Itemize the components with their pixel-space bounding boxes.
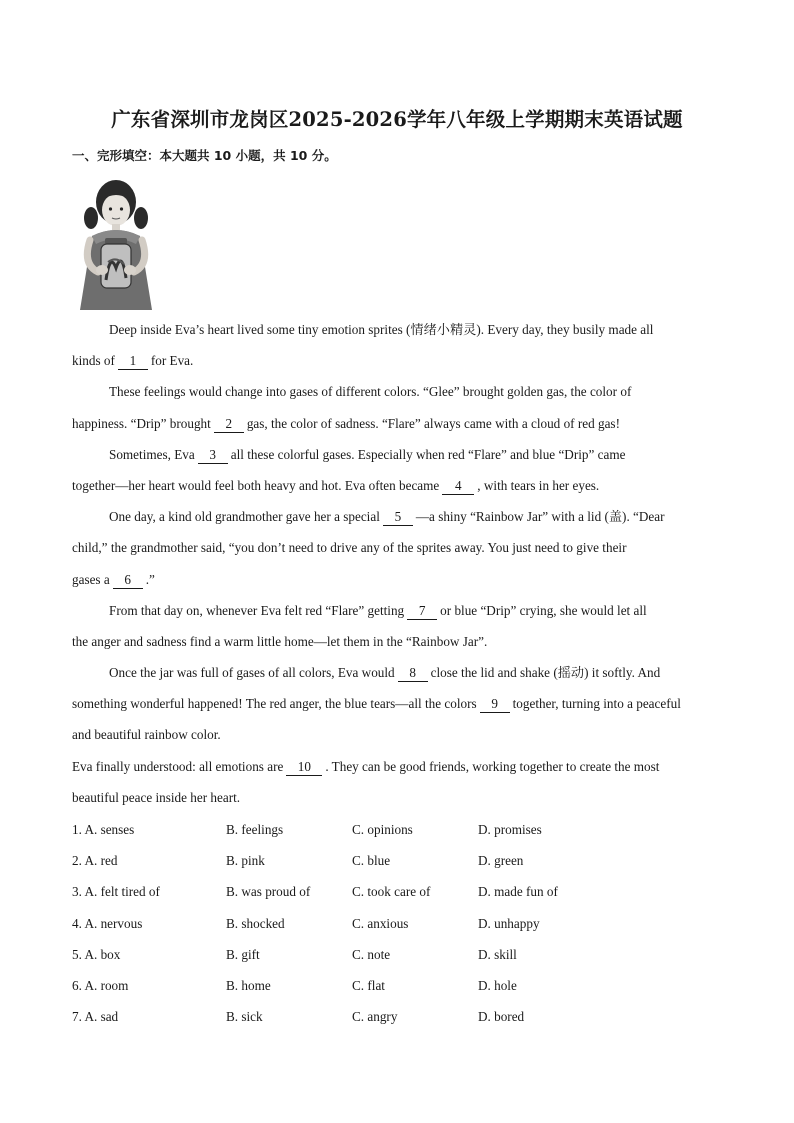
option-b[interactable]: B. pink xyxy=(226,853,265,869)
option-a[interactable]: 3. A. felt tired of xyxy=(72,884,160,900)
question-row xyxy=(72,974,724,1005)
option-c[interactable]: C. note xyxy=(352,946,391,962)
question-row xyxy=(72,1005,724,1036)
section-heading: 一、完形填空：本大题共 10 小题，共 10 分。 xyxy=(72,148,337,163)
passage-line: child,” the grandmother said, “you don’t need to drive any of the sprites away. You just need to give their xyxy=(72,540,627,556)
passage-line: together—her heart would feel both heavy and hot. Eva often became 4 , with tears in her eyes. xyxy=(72,477,600,493)
option-a[interactable]: 4. A. nervous xyxy=(72,915,143,931)
passage-line: something wonderful happened! The red anger, the blue tears—all the colors 9 together, turning into a peaceful xyxy=(72,696,681,712)
passage-line: kinds of 1 for Eva. xyxy=(72,353,194,369)
blank-1: 1 xyxy=(118,352,148,370)
passage-line: gases a 6 .” xyxy=(72,571,155,587)
passage-line: happiness. “Drip” brought 2 gas, the color of sadness. “Flare” always came with a cloud of red gas! xyxy=(72,415,620,431)
blank-5: 5 xyxy=(383,508,413,526)
option-c[interactable]: C. anxious xyxy=(352,915,409,931)
passage-line: One day, a kind old grandmother gave her a special 5 —a shiny “Rainbow Jar” with a lid (盖). “Dear xyxy=(109,509,665,525)
question-row xyxy=(72,818,724,849)
blank-10: 10 xyxy=(286,758,322,776)
passage-line: Deep inside Eva’s heart lived some tiny emotion sprites (情绪小精灵). Every day, they busily made all xyxy=(109,322,654,337)
passage xyxy=(72,314,724,813)
question-row xyxy=(72,912,724,943)
blank-2: 2 xyxy=(214,415,244,433)
passage-line: Sometimes, Eva 3 all these colorful gases. Especially when red “Flare” and blue “Drip” came xyxy=(109,446,626,462)
option-a[interactable]: 5. A. box xyxy=(72,946,121,962)
option-c[interactable]: C. blue xyxy=(352,853,391,869)
option-b[interactable]: B. gift xyxy=(226,946,260,962)
blank-7: 7 xyxy=(407,602,437,620)
option-c[interactable]: C. opinions xyxy=(352,822,413,837)
page-title: 广东省深圳市龙岗区2025-2026学年八年级上学期期末英语试题 xyxy=(111,108,683,131)
option-d[interactable]: D. hole xyxy=(478,977,517,993)
option-b[interactable]: B. feelings xyxy=(226,822,284,837)
blank-3: 3 xyxy=(198,446,228,464)
option-b[interactable]: B. home xyxy=(226,977,271,993)
option-d[interactable]: D. made fun of xyxy=(478,884,558,900)
option-a[interactable]: 1. A. senses xyxy=(72,822,135,837)
passage-line: Once the jar was full of gases of all colors, Eva would 8 close the lid and shake (摇动) it softly. And xyxy=(109,665,661,681)
passage-line: beautiful peace inside her heart. xyxy=(72,789,241,805)
blank-8: 8 xyxy=(398,664,428,682)
option-d[interactable]: D. promises xyxy=(478,822,542,837)
question-row xyxy=(72,849,724,880)
option-d[interactable]: D. unhappy xyxy=(478,915,540,931)
passage-line: and beautiful rainbow color. xyxy=(72,727,221,743)
passage-line: Eva finally understood: all emotions are 10 . They can be good friends, working together to create the most xyxy=(72,758,660,774)
blank-6: 6 xyxy=(113,571,143,589)
option-a[interactable]: 6. A. room xyxy=(72,977,129,993)
blank-4: 4 xyxy=(442,477,474,495)
option-d[interactable]: D. green xyxy=(478,853,524,869)
option-a[interactable]: 2. A. red xyxy=(72,853,118,869)
question-row xyxy=(72,943,724,974)
girl-with-jar-illustration xyxy=(72,172,160,312)
option-b[interactable]: B. shocked xyxy=(226,915,285,931)
passage-line: From that day on, whenever Eva felt red “Flare” getting 7 or blue “Drip” crying, she would let all xyxy=(109,602,647,618)
question-row xyxy=(72,880,724,911)
option-d[interactable]: D. bored xyxy=(478,1009,525,1025)
passage-line: These feelings would change into gases of different colors. “Glee” brought golden gas, the color of xyxy=(109,384,632,400)
option-c[interactable]: C. flat xyxy=(352,977,385,993)
passage-line: the anger and sadness find a warm little home—let them in the “Rainbow Jar”. xyxy=(72,633,488,649)
option-a[interactable]: 7. A. sad xyxy=(72,1009,119,1025)
option-c[interactable]: C. angry xyxy=(352,1009,398,1025)
option-b[interactable]: B. sick xyxy=(226,1009,263,1025)
option-c[interactable]: C. took care of xyxy=(352,884,431,900)
blank-9: 9 xyxy=(480,695,510,713)
option-d[interactable]: D. skill xyxy=(478,946,517,962)
answer-options xyxy=(72,818,724,1036)
option-b[interactable]: B. was proud of xyxy=(226,884,311,900)
